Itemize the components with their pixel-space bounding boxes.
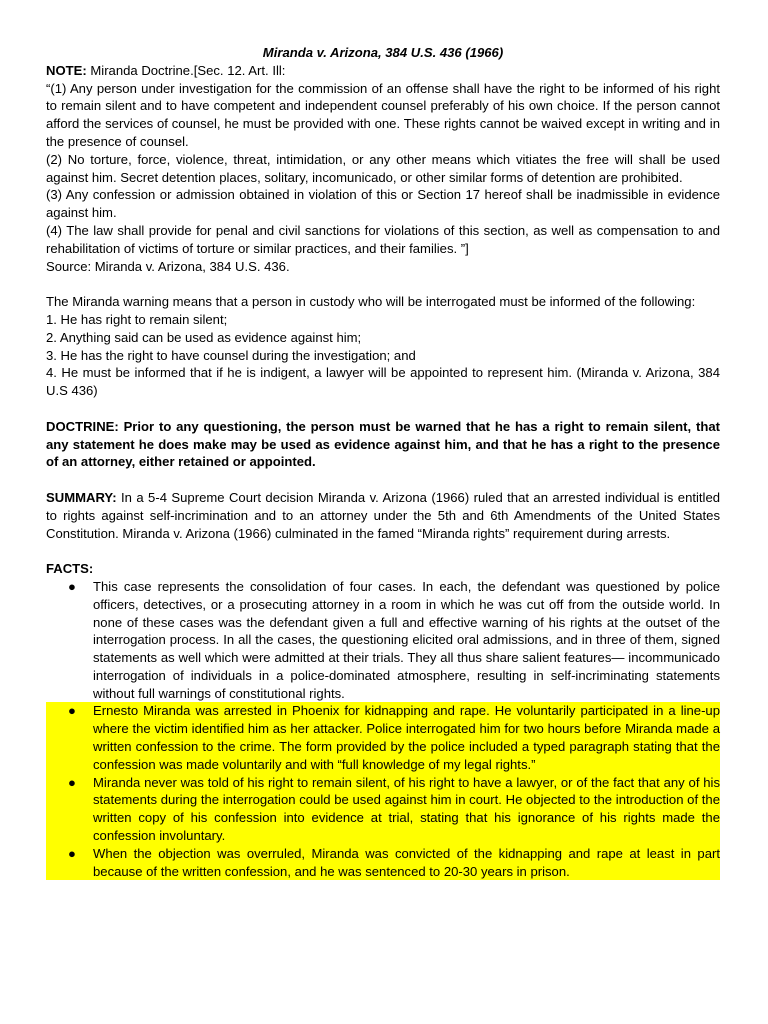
note-source: Source: Miranda v. Arizona, 384 U.S. 436. <box>46 258 290 274</box>
fact-item-highlighted <box>46 774 720 845</box>
fact-item-highlighted <box>46 702 720 773</box>
doctrine-paragraph: DOCTRINE: Prior to any questioning, the person must be warned that he has a right to remain silent, that any statement he does make may be used as evidence against him, and that he has a right to the presence of an attorney, either retained or appointed. <box>46 418 720 470</box>
warning-item-4: 4. He must be informed that if he is indigent, a lawyer will be appointed to represent him. (Miranda v. Arizona, 384 U.S 436) <box>46 365 720 399</box>
note-heading <box>46 62 720 80</box>
fact-text: When the objection was overruled, Miranda was convicted of the kidnapping and rape at least in part because of the written confession, and he was sentenced to 20-30 years in prison. <box>93 845 720 879</box>
spacer <box>46 400 720 418</box>
warning-item-2: 2. Anything said can be used as evidence against him; <box>46 329 362 345</box>
bullet-icon: ● <box>68 703 76 719</box>
case-title: Miranda v. Arizona, 384 U.S. 436 (1966) <box>262 45 504 60</box>
bullet-icon: ● <box>68 845 76 861</box>
fact-text: Ernesto Miranda was arrested in Phoenix for kidnapping and rape. He voluntarily participated in a line-up where the victim identified him as her attacker. Police interrogated him for two hours before Miranda made a written confession to the crime. The form provided by the police included a typed paragraph stating that the confession was made voluntarily and with “full knowledge of my legal rights.” <box>93 703 720 772</box>
note-item-4: (4) The law shall provide for penal and civil sanctions for violations of this section, as well as compensation to and rehabilitation of victims of torture or similar practices, and their families. ”] <box>46 222 720 256</box>
facts-list <box>46 578 720 881</box>
document-body <box>46 44 720 880</box>
bullet-icon: ● <box>68 578 76 594</box>
spacer <box>46 471 720 489</box>
bullet-icon: ● <box>68 774 76 790</box>
fact-item <box>46 578 720 703</box>
spacer <box>46 275 720 293</box>
summary-text: In a 5-4 Supreme Court decision Miranda v. Arizona (1966) ruled that an arrested individual is entitled to rights against self-incrimination and to an attorney under the 5th and 6th Amendments of the United States Constitution. Miranda v. Arizona (1966) culminated in the famed “Miranda rights” requirement during arrests. <box>46 489 721 541</box>
spacer <box>46 542 720 560</box>
summary-paragraph <box>46 489 720 542</box>
summary-label: SUMMARY: <box>46 489 117 505</box>
note-item-2: (2) No torture, force, violence, threat, intimidation, or any other means which vitiates the free will shall be used against him. Secret detention places, solitary, incomunicado, or other similar forms of detention are prohibited. <box>46 151 720 185</box>
fact-text: This case represents the consolidation of four cases. In each, the defendant was questioned by police officers, detectives, or a prosecuting attorney in a room in which he was cut off from the outside world. In none of these cases was the defendant given a full and effective warning of his rights at the outset of the interrogation process. In all the cases, the questioning elicited oral admissions, and in three of them, signed statements as well which were admitted at their trials. They all thus share salient features— incommunicado interrogation of individuals in a police-dominated atmosphere, resulting in self-incriminating statements without full warnings of constitutional rights. <box>93 578 720 701</box>
warning-intro: The Miranda warning means that a person in custody who will be interrogated must be informed of the following: <box>46 294 696 310</box>
note-item-1: “(1) Any person under investigation for the commission of an offense shall have the right to be informed of his right to remain silent and to have competent and independent counsel preferably of his own choice. If the person cannot afford the services of counsel, he must be provided with one. These rights cannot be waived except in writing and in the presence of counsel. <box>46 80 720 149</box>
note-heading-text: Miranda Doctrine.[Sec. 12. Art. Ill: <box>90 62 286 78</box>
note-item-3: (3) Any confession or admission obtained in violation of this or Section 17 hereof shall be inadmissible in evidence against him. <box>46 187 720 221</box>
warning-item-1: 1. He has right to remain silent; <box>46 311 228 327</box>
fact-text: Miranda never was told of his right to remain silent, of his right to have a lawyer, or of the fact that any of his statements during the interrogation could be used against him in court. He objected to the introduction of the written copy of his confession into evidence at trial, stating that his ignorance of his rights made the confession involuntary. <box>93 774 720 844</box>
warning-item-3: 3. He has the right to have counsel during the investigation; and <box>46 347 416 363</box>
note-label: NOTE: <box>46 62 87 78</box>
fact-item-highlighted <box>46 845 720 881</box>
facts-label: FACTS: <box>46 561 94 577</box>
